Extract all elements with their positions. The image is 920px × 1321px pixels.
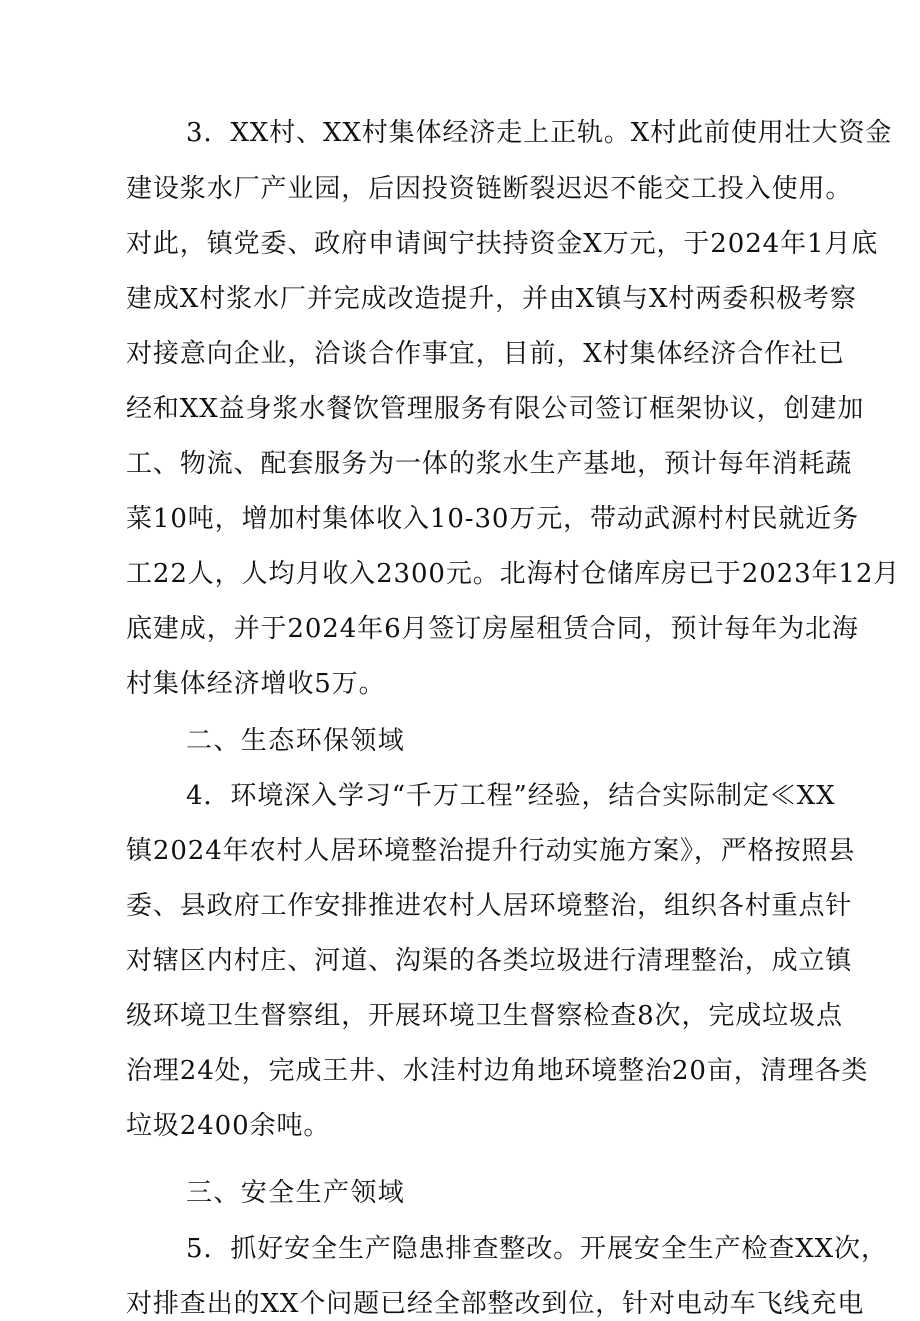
paragraph-3-line-3: 对此，镇党委、政府申请闽宁扶持资金X万元，于2024年1月底 [126,229,879,259]
paragraph-3-line-4: 建成X村浆水厂并完成改造提升，并由X镇与X村两委积极考察 [126,284,857,314]
paragraph-4-line-2: 镇2024年农村人居环境整治提升行动实施方案》，严格按照县 [126,836,856,866]
paragraph-3-line-7: 工、物流、配套服务为一体的浆水生产基地，预计每年消耗蔬 [126,449,853,479]
paragraph-3-line-2: 建设浆水厂产业园，后因投资链断裂迟迟不能交工投入使用。 [126,174,853,204]
paragraph-3-line-10: 底建成，并于2024年6月签订房屋租赁合同，预计每年为北海 [126,614,859,644]
paragraph-4-line-7: 垃圾2400余吨。 [126,1111,331,1141]
section-heading-ecology: 二、生态环保领域 [186,726,406,756]
paragraph-5-line-1: 5．抓好安全生产隐患排查整改。开展安全生产检查XX次， [186,1234,888,1264]
paragraph-4-line-5: 级环境卫生督察组，开展环境卫生督察检查8次，完成垃圾点 [126,1001,843,1031]
paragraph-3-line-5: 对接意向企业，洽谈合作事宜，目前，X村集体经济合作社已 [126,339,845,369]
paragraph-4-line-6: 治理24处，完成王井、水洼村边角地环境整治20亩，清理各类 [126,1056,869,1086]
paragraph-3-line-6: 经和XX益身浆水餐饮管理服务有限公司签订框架协议，创建加 [126,394,865,424]
paragraph-3-line-9: 工22人，人均月收入2300元。北海村仓储库房已于2023年12月 [126,559,901,589]
section-heading-safety: 三、安全生产领域 [186,1178,406,1208]
paragraph-3-line-8: 菜10吨，增加村集体收入10-30万元，带动武源村村民就近务 [126,504,860,534]
paragraph-3-line-1: 3．XX村、XX村集体经济走上正轨。X村此前使用壮大资金 [186,118,893,148]
paragraph-4-line-3: 委、县政府工作安排推进农村人居环境整治，组织各村重点针 [126,891,853,921]
paragraph-4-line-4: 对辖区内村庄、河道、沟渠的各类垃圾进行清理整治，成立镇 [126,946,853,976]
paragraph-3-line-11: 村集体经济增收5万。 [126,669,386,699]
paragraph-4-line-1: 4．环境深入学习“千万工程”经验，结合实际制定≪XX [186,781,836,811]
paragraph-5-line-2: 对排查出的XX个问题已经全部整改到位，针对电动车飞线充电 [126,1289,865,1319]
